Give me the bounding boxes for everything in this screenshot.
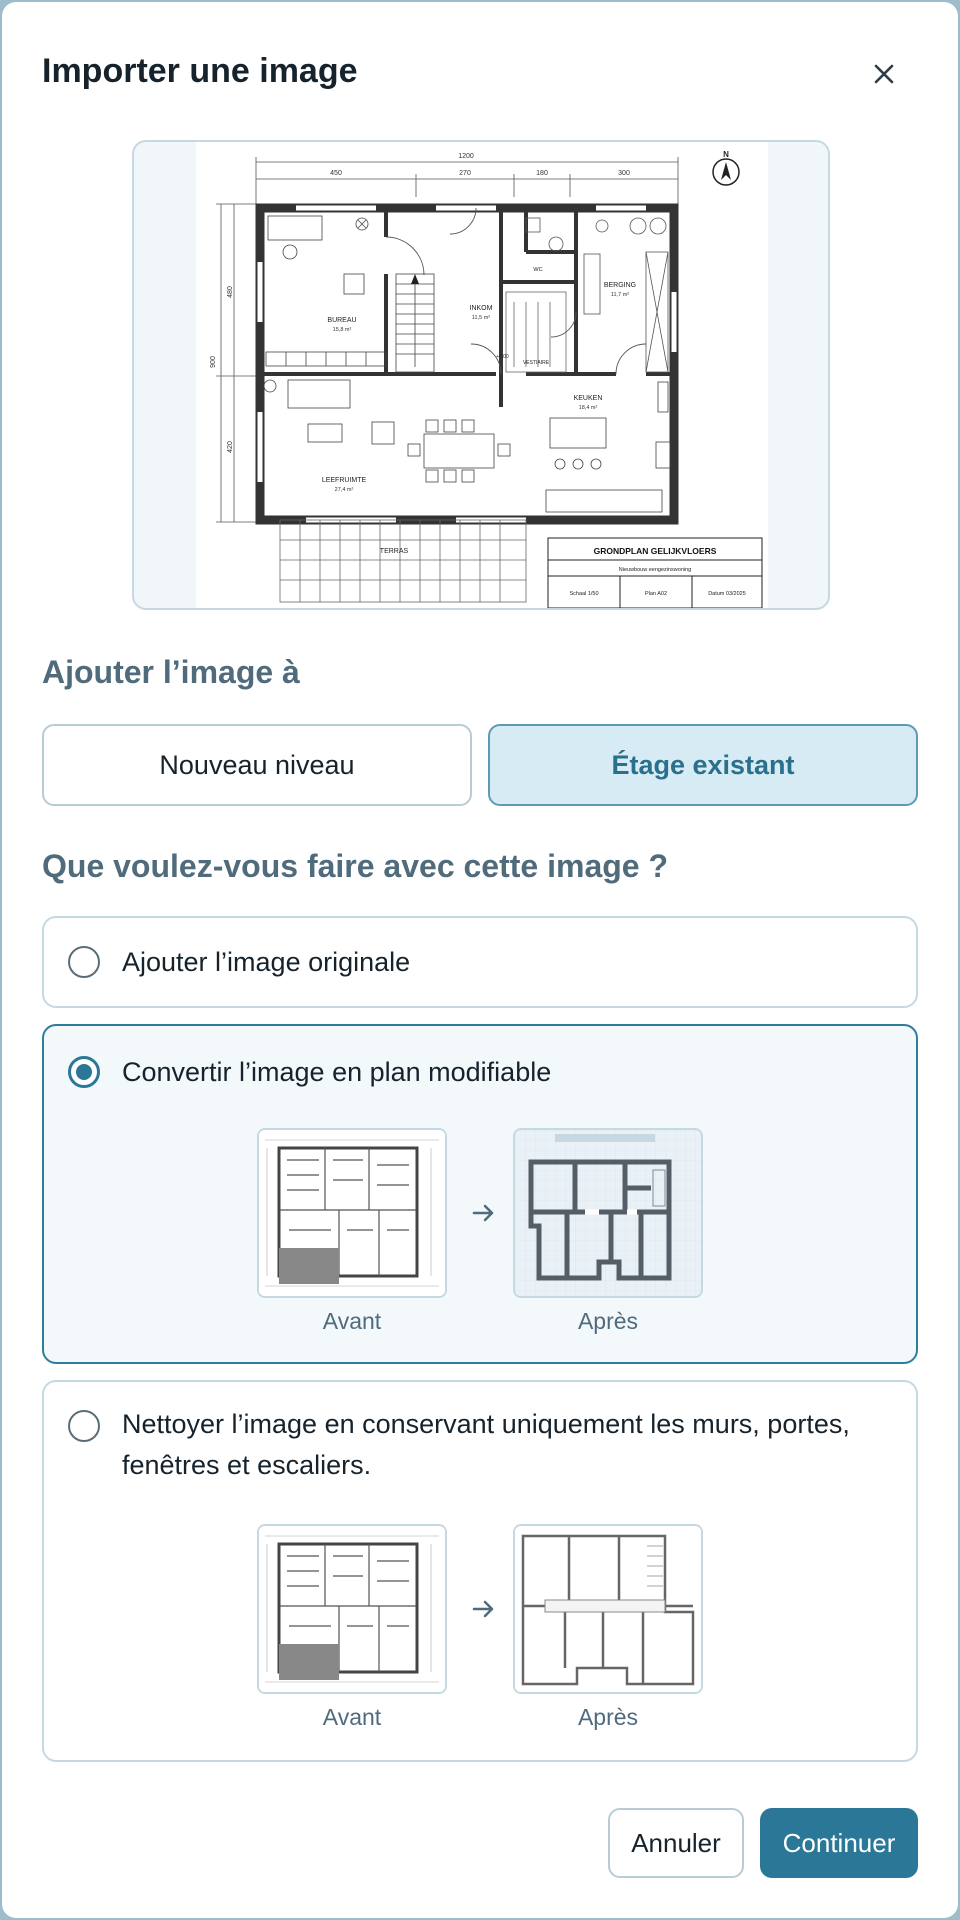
- plan-date: Datum 03/2025: [708, 591, 746, 597]
- room-leefruimte: LEEFRUIMTE: [321, 477, 367, 484]
- plan-scale: Schaal 1/50: [569, 591, 599, 597]
- room-keuken-area: 18,4 m²: [578, 405, 598, 411]
- convert-after-caption: Après: [577, 1308, 639, 1334]
- plan-number: Plan A02: [644, 591, 668, 597]
- clean-before-thumbnail: [257, 1524, 447, 1694]
- convert-before-caption: Avant: [322, 1308, 382, 1334]
- north-label: N: [723, 150, 729, 159]
- radio-clean-image[interactable]: [68, 1410, 100, 1442]
- continue-button[interactable]: Continuer: [760, 1808, 918, 1878]
- cancel-button[interactable]: Annuler: [608, 1808, 744, 1878]
- room-keuken: KEUKEN: [573, 395, 603, 402]
- dim-left-2: 420: [227, 441, 234, 453]
- arrow-right-icon: [468, 1594, 498, 1624]
- option-add-original[interactable]: [42, 916, 918, 1008]
- clean-before-caption: Avant: [322, 1704, 382, 1730]
- option-convert-editable-label: Convertir l’image en plan modifiable: [122, 1057, 552, 1087]
- room-wc: WC: [533, 267, 543, 273]
- dim-top-total: 1200: [458, 153, 474, 160]
- close-icon: [873, 63, 895, 85]
- room-berging-area: 11,7 m²: [610, 292, 630, 298]
- floor-plan-image: [196, 142, 768, 610]
- action-heading: Que voulez-vous faire avec cette image ?: [42, 848, 669, 884]
- convert-after-thumbnail: [513, 1128, 703, 1298]
- dim-left-total: 900: [210, 356, 217, 368]
- dim-top-4: 300: [618, 170, 630, 177]
- level-mark: +0,00: [496, 354, 509, 360]
- room-bureau: BUREAU: [327, 317, 357, 324]
- dim-top-1: 450: [330, 170, 342, 177]
- dialog-title: Importer une image: [42, 52, 358, 90]
- option-convert-editable[interactable]: [42, 1024, 918, 1364]
- arrow-right-icon: [468, 1198, 498, 1228]
- option-clean-image-label: Nettoyer l’image en conservant uniquement les murs, portes, fenêtres et escaliers.: [122, 1409, 850, 1480]
- option-add-original-label: Ajouter l’image originale: [122, 947, 411, 977]
- plan-title: GRONDPLAN GELIJKVLOERS: [593, 546, 717, 556]
- room-vestiaire: VESTIAIRE: [522, 360, 550, 366]
- radio-convert-editable[interactable]: [68, 1056, 100, 1088]
- room-bureau-area: 15,8 m²: [332, 327, 352, 333]
- room-inkom-area: 11,5 m²: [471, 315, 491, 321]
- dim-left-1: 480: [227, 286, 234, 298]
- image-preview: [132, 140, 830, 610]
- import-image-dialog: [2, 2, 958, 1918]
- close-button[interactable]: [864, 54, 904, 94]
- room-berging: BERGING: [603, 282, 637, 289]
- plan-subtitle: Nieuwbouw eengezinswoning: [618, 567, 692, 573]
- convert-before-thumbnail: [257, 1128, 447, 1298]
- option-clean-image[interactable]: [42, 1380, 918, 1762]
- add-to-heading: Ajouter l’image à: [42, 654, 300, 690]
- room-leefruimte-area: 27,4 m²: [334, 487, 354, 493]
- clean-after-caption: Après: [577, 1704, 639, 1730]
- room-inkom: INKOM: [469, 305, 493, 312]
- existing-floor-button[interactable]: Étage existant: [488, 724, 918, 806]
- dim-top-2: 270: [459, 170, 471, 177]
- radio-add-original[interactable]: [68, 946, 100, 978]
- dim-top-3: 180: [536, 170, 548, 177]
- room-terras: TERRAS: [379, 548, 409, 555]
- clean-after-thumbnail: [513, 1524, 703, 1694]
- new-level-button[interactable]: Nouveau niveau: [42, 724, 472, 806]
